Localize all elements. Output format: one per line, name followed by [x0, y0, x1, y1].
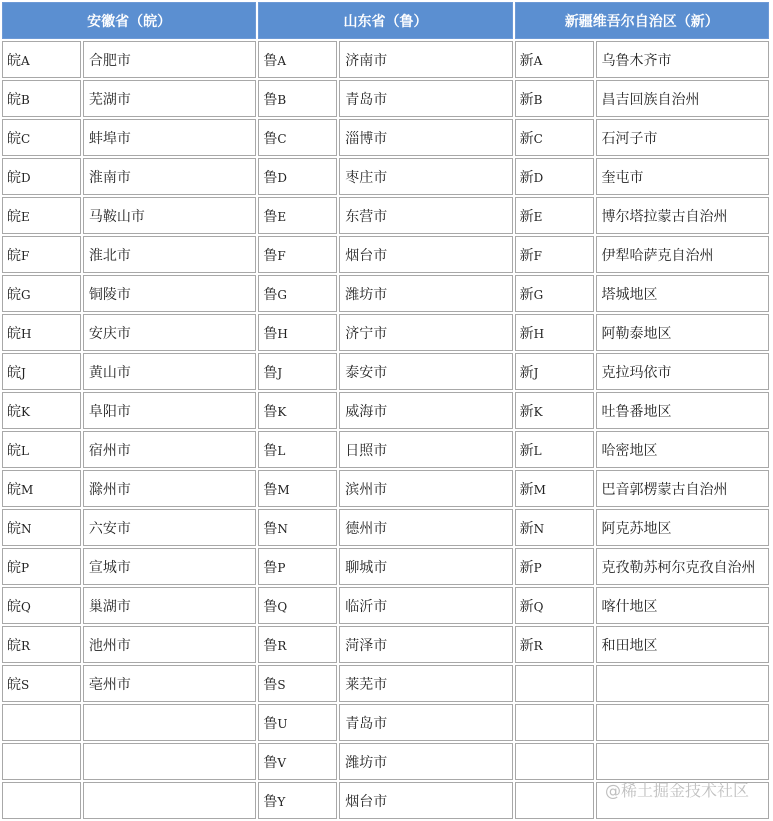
xinjiang-plate-code: [515, 704, 594, 741]
xinjiang-city-name: 奎屯市: [596, 158, 769, 195]
table-row: [2, 353, 769, 390]
shandong-city-name: 泰安市: [339, 353, 512, 390]
anhui-city-name: [83, 782, 256, 819]
shandong-city-name: 烟台市: [339, 236, 512, 273]
anhui-city-name: [83, 704, 256, 741]
table-row: [2, 782, 769, 819]
anhui-plate-code: 皖P: [2, 548, 81, 585]
anhui-city-name: 蚌埠市: [83, 119, 256, 156]
xinjiang-plate-code: 新E: [515, 197, 594, 234]
table-row: [2, 626, 769, 663]
xinjiang-plate-code: 新M: [515, 470, 594, 507]
shandong-city-name: 济南市: [339, 41, 512, 78]
anhui-plate-code: 皖R: [2, 626, 81, 663]
shandong-plate-code: 鲁H: [258, 314, 337, 351]
shandong-city-name: 济宁市: [339, 314, 512, 351]
anhui-city-name: [83, 743, 256, 780]
shandong-city-name: 青岛市: [339, 704, 512, 741]
anhui-plate-code: 皖J: [2, 353, 81, 390]
table-row: [2, 665, 769, 702]
shandong-plate-code: 鲁F: [258, 236, 337, 273]
table-row: [2, 548, 769, 585]
xinjiang-plate-code: 新G: [515, 275, 594, 312]
shandong-city-name: 菏泽市: [339, 626, 512, 663]
table-row: [2, 119, 769, 156]
anhui-plate-code: 皖S: [2, 665, 81, 702]
shandong-city-name: 滨州市: [339, 470, 512, 507]
xinjiang-plate-code: 新L: [515, 431, 594, 468]
shandong-plate-code: 鲁S: [258, 665, 337, 702]
anhui-plate-code: 皖M: [2, 470, 81, 507]
xinjiang-city-name: 伊犁哈萨克自治州: [596, 236, 769, 273]
table-row: [2, 158, 769, 195]
anhui-plate-code: 皖G: [2, 275, 81, 312]
table-row: [2, 314, 769, 351]
xinjiang-plate-code: [515, 782, 594, 819]
table-row: [2, 431, 769, 468]
xinjiang-city-name: 克拉玛依市: [596, 353, 769, 390]
anhui-city-name: 安庆市: [83, 314, 256, 351]
shandong-city-name: 烟台市: [339, 782, 512, 819]
xinjiang-city-name: 巴音郭楞蒙古自治州: [596, 470, 769, 507]
anhui-city-name: 黄山市: [83, 353, 256, 390]
shandong-plate-code: 鲁N: [258, 509, 337, 546]
xinjiang-plate-code: [515, 665, 594, 702]
anhui-city-name: 巢湖市: [83, 587, 256, 624]
province-header-xinjiang: 新疆维吾尔自治区（新）: [515, 2, 769, 39]
xinjiang-city-name: 喀什地区: [596, 587, 769, 624]
shandong-city-name: 德州市: [339, 509, 512, 546]
anhui-city-name: 淮北市: [83, 236, 256, 273]
anhui-city-name: 滁州市: [83, 470, 256, 507]
xinjiang-plate-code: 新P: [515, 548, 594, 585]
anhui-city-name: 铜陵市: [83, 275, 256, 312]
xinjiang-city-name: 乌鲁木齐市: [596, 41, 769, 78]
anhui-plate-code: [2, 743, 81, 780]
anhui-plate-code: 皖Q: [2, 587, 81, 624]
table-row: [2, 587, 769, 624]
shandong-plate-code: 鲁M: [258, 470, 337, 507]
shandong-plate-code: 鲁U: [258, 704, 337, 741]
anhui-city-name: 阜阳市: [83, 392, 256, 429]
xinjiang-plate-code: 新N: [515, 509, 594, 546]
table-row: [2, 743, 769, 780]
shandong-plate-code: 鲁B: [258, 80, 337, 117]
table-row: [2, 704, 769, 741]
xinjiang-plate-code: 新F: [515, 236, 594, 273]
anhui-plate-code: 皖D: [2, 158, 81, 195]
xinjiang-city-name: [596, 743, 769, 780]
xinjiang-city-name: 昌吉回族自治州: [596, 80, 769, 117]
shandong-city-name: 青岛市: [339, 80, 512, 117]
table-row: [2, 392, 769, 429]
table-body: [2, 41, 769, 819]
anhui-city-name: 淮南市: [83, 158, 256, 195]
shandong-city-name: 潍坊市: [339, 743, 512, 780]
anhui-city-name: 池州市: [83, 626, 256, 663]
shandong-city-name: 临沂市: [339, 587, 512, 624]
xinjiang-plate-code: 新A: [515, 41, 594, 78]
shandong-city-name: 聊城市: [339, 548, 512, 585]
province-header-anhui: 安徽省（皖）: [2, 2, 256, 39]
shandong-plate-code: 鲁L: [258, 431, 337, 468]
shandong-city-name: 潍坊市: [339, 275, 512, 312]
anhui-plate-code: 皖C: [2, 119, 81, 156]
shandong-city-name: 枣庄市: [339, 158, 512, 195]
table-row: [2, 275, 769, 312]
anhui-plate-code: 皖A: [2, 41, 81, 78]
xinjiang-city-name: 塔城地区: [596, 275, 769, 312]
table-row: [2, 80, 769, 117]
anhui-city-name: 宿州市: [83, 431, 256, 468]
province-header-shandong: 山东省（鲁）: [258, 2, 512, 39]
anhui-plate-code: 皖L: [2, 431, 81, 468]
xinjiang-plate-code: 新J: [515, 353, 594, 390]
xinjiang-plate-code: 新Q: [515, 587, 594, 624]
table-row: [2, 470, 769, 507]
shandong-plate-code: 鲁Q: [258, 587, 337, 624]
shandong-plate-code: 鲁G: [258, 275, 337, 312]
shandong-plate-code: 鲁D: [258, 158, 337, 195]
shandong-city-name: 淄博市: [339, 119, 512, 156]
xinjiang-plate-code: 新B: [515, 80, 594, 117]
table-row: [2, 41, 769, 78]
anhui-plate-code: [2, 704, 81, 741]
xinjiang-plate-code: [515, 743, 594, 780]
xinjiang-plate-code: 新R: [515, 626, 594, 663]
shandong-city-name: 莱芜市: [339, 665, 512, 702]
shandong-city-name: 日照市: [339, 431, 512, 468]
shandong-plate-code: 鲁R: [258, 626, 337, 663]
xinjiang-city-name: 哈密地区: [596, 431, 769, 468]
shandong-plate-code: 鲁Y: [258, 782, 337, 819]
shandong-plate-code: 鲁K: [258, 392, 337, 429]
xinjiang-city-name: 阿勒泰地区: [596, 314, 769, 351]
xinjiang-plate-code: 新C: [515, 119, 594, 156]
anhui-plate-code: 皖K: [2, 392, 81, 429]
anhui-city-name: 亳州市: [83, 665, 256, 702]
shandong-city-name: 东营市: [339, 197, 512, 234]
anhui-city-name: 合肥市: [83, 41, 256, 78]
anhui-city-name: 芜湖市: [83, 80, 256, 117]
anhui-city-name: 马鞍山市: [83, 197, 256, 234]
anhui-plate-code: 皖H: [2, 314, 81, 351]
table-row: [2, 197, 769, 234]
xinjiang-plate-code: 新H: [515, 314, 594, 351]
shandong-plate-code: 鲁C: [258, 119, 337, 156]
xinjiang-city-name: 石河子市: [596, 119, 769, 156]
xinjiang-plate-code: 新K: [515, 392, 594, 429]
xinjiang-city-name: 博尔塔拉蒙古自治州: [596, 197, 769, 234]
shandong-plate-code: 鲁E: [258, 197, 337, 234]
shandong-plate-code: 鲁A: [258, 41, 337, 78]
shandong-plate-code: 鲁J: [258, 353, 337, 390]
table-row: [2, 509, 769, 546]
anhui-plate-code: [2, 782, 81, 819]
anhui-plate-code: 皖F: [2, 236, 81, 273]
xinjiang-city-name: 吐鲁番地区: [596, 392, 769, 429]
anhui-plate-code: 皖B: [2, 80, 81, 117]
xinjiang-city-name: [596, 665, 769, 702]
xinjiang-city-name: 克孜勒苏柯尔克孜自治州: [596, 548, 769, 585]
header-row: [2, 2, 769, 39]
xinjiang-city-name: [596, 704, 769, 741]
table-row: [2, 236, 769, 273]
xinjiang-city-name: 和田地区: [596, 626, 769, 663]
xinjiang-city-name: [596, 782, 769, 819]
anhui-city-name: 宣城市: [83, 548, 256, 585]
xinjiang-plate-code: 新D: [515, 158, 594, 195]
anhui-plate-code: 皖E: [2, 197, 81, 234]
anhui-city-name: 六安市: [83, 509, 256, 546]
xinjiang-city-name: 阿克苏地区: [596, 509, 769, 546]
watermark: @稀土掘金技术社区: [604, 781, 749, 800]
shandong-city-name: 威海市: [339, 392, 512, 429]
shandong-plate-code: 鲁V: [258, 743, 337, 780]
shandong-plate-code: 鲁P: [258, 548, 337, 585]
anhui-plate-code: 皖N: [2, 509, 81, 546]
